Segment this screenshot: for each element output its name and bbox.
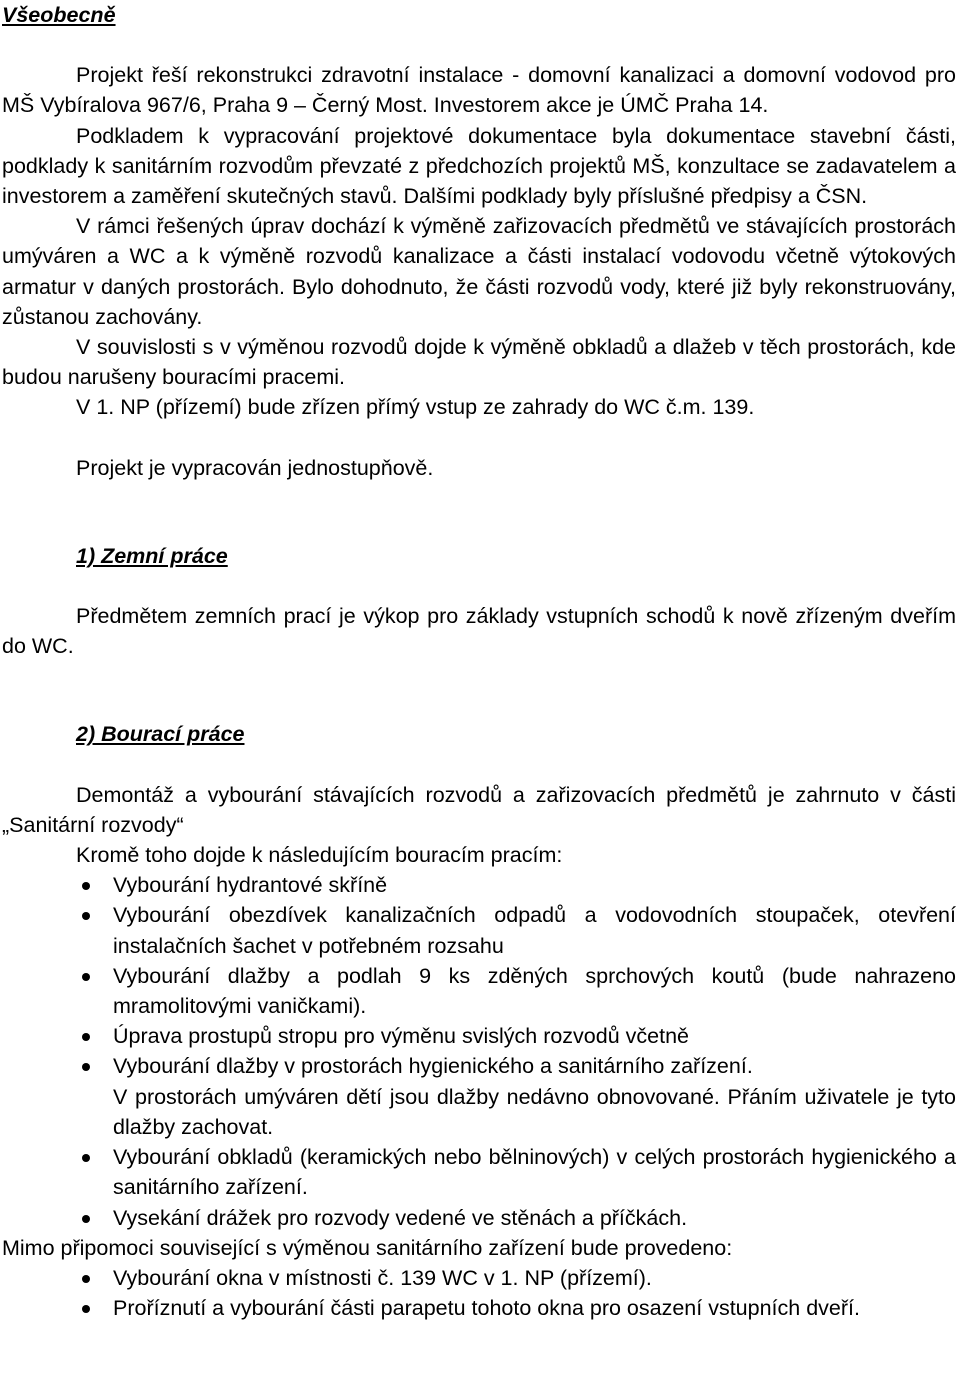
list-item (2, 1203, 956, 1233)
spacer (2, 423, 956, 453)
section-heading-general: Všeobecně (2, 3, 116, 27)
paragraph-scope: V rámci řešených úprav dochází k výměně zařizovacích předmětů ve stávajících prostorách umýváren a WC a k výměně rozvodů kanalizace a části instalací vodovodu včetně výtokových armatur v daných prostorách. Bylo dohodnuto, že části rozvodů vody, které již byly rekonstruovány, zůstanou zachovány. (2, 214, 956, 329)
list-item (2, 1263, 956, 1293)
section-heading-earthworks: 1) Zemní práce (76, 543, 228, 568)
paragraph-entrance: V 1. NP (přízemí) bude zřízen přímý vstup ze zahrady do WC č.m. 139. (76, 395, 755, 420)
paragraph-demolition-lead: Kromě toho dojde k následujícím bouracím pracím: (76, 843, 563, 868)
list-item (2, 1142, 956, 1202)
demolition-list (2, 870, 956, 1232)
list-item-text: Vybourání hydrantové skříně (113, 873, 388, 898)
spacer (2, 571, 956, 601)
section-heading-demolition: 2) Bourací práce (76, 722, 245, 747)
list-item (2, 870, 956, 900)
paragraph-demolition-intro: Demontáž a vybourání stávajících rozvodů a zařizovacích předmětů je zahrnuto v části „Sanitární rozvody“ (2, 782, 956, 837)
paragraph-project-intro: Projekt řeší rekonstrukci zdravotní instalace - domovní kanalizaci a domovní vodovod pro MŠ Vybíralova 967/6, Praha 9 – Černý Most. Investorem akce je ÚMČ Praha 14. (2, 63, 956, 118)
list-item-text: Proříznutí a vybourání části parapetu tohoto okna pro osazení vstupních dveří. (113, 1296, 860, 1321)
paragraph-single-stage: Projekt je vypracován jednostupňově. (76, 455, 434, 480)
spacer (2, 661, 956, 719)
list-item-text: Vybourání obezdívek kanalizačních odpadů a vodovodních stoupaček, otevření instalačních šachet v potřebném rozsahu (113, 903, 956, 958)
list-item-text: Vysekání drážek pro rozvody vedené ve stěnách a příčkách. (113, 1205, 688, 1230)
additional-works-list (2, 1263, 956, 1323)
list-item-text: Úprava prostupů stropu pro výměnu svislých rozvodů včetně (113, 1024, 689, 1049)
list-item (2, 1021, 956, 1051)
list-item-text: Vybourání dlažby a podlah 9 ks zděných sprchových koutů (bude nahrazeno mramolitovými vaničkami). (113, 963, 956, 1019)
document-body (2, 0, 956, 1323)
paragraph-earthworks: Předmětem zemních prací je výkop pro základy vstupních schodů k nově zřízeným dveřím do WC. (2, 604, 956, 659)
list-item (2, 1293, 956, 1323)
paragraph-additional-works: Mimo připomoci související s výměnou sanitárního zařízení bude provedeno: (2, 1235, 733, 1260)
list-item-text: Vybourání okna v místnosti č. 139 WC v 1. NP (přízemí). (113, 1265, 652, 1290)
list-item (2, 1051, 956, 1142)
paragraph-sources: Podkladem k vypracování projektové dokumentace byla dokumentace stavební části, podklady k sanitárním rozvodům převzaté z předchozích projektů MŠ, konzultace se zadavatelem a investorem a zaměření skutečných stavů. Dalšími podklady byly příslušné předpisy a ČSN. (2, 123, 956, 209)
spacer (2, 30, 956, 60)
list-item-text: Vybourání dlažby v prostorách hygienického a sanitárního zařízení. (113, 1054, 753, 1079)
spacer (2, 750, 956, 780)
list-item-note: V prostorách umýváren dětí jsou dlažby nedávno obnovované. Přáním uživatele je tyto dlažby zachovat. (113, 1084, 956, 1139)
paragraph-tiles: V souvislosti s v výměnou rozvodů dojde k výměně obkladů a dlažeb v těch prostorách, kde budou narušeny bouracími pracemi. (2, 335, 956, 390)
list-item (2, 961, 956, 1021)
list-item (2, 900, 956, 960)
list-item-text: Vybourání obkladů (keramických nebo bělninových) v celých prostorách hygienického a sanitárního zařízení. (113, 1145, 956, 1200)
spacer (2, 483, 956, 541)
